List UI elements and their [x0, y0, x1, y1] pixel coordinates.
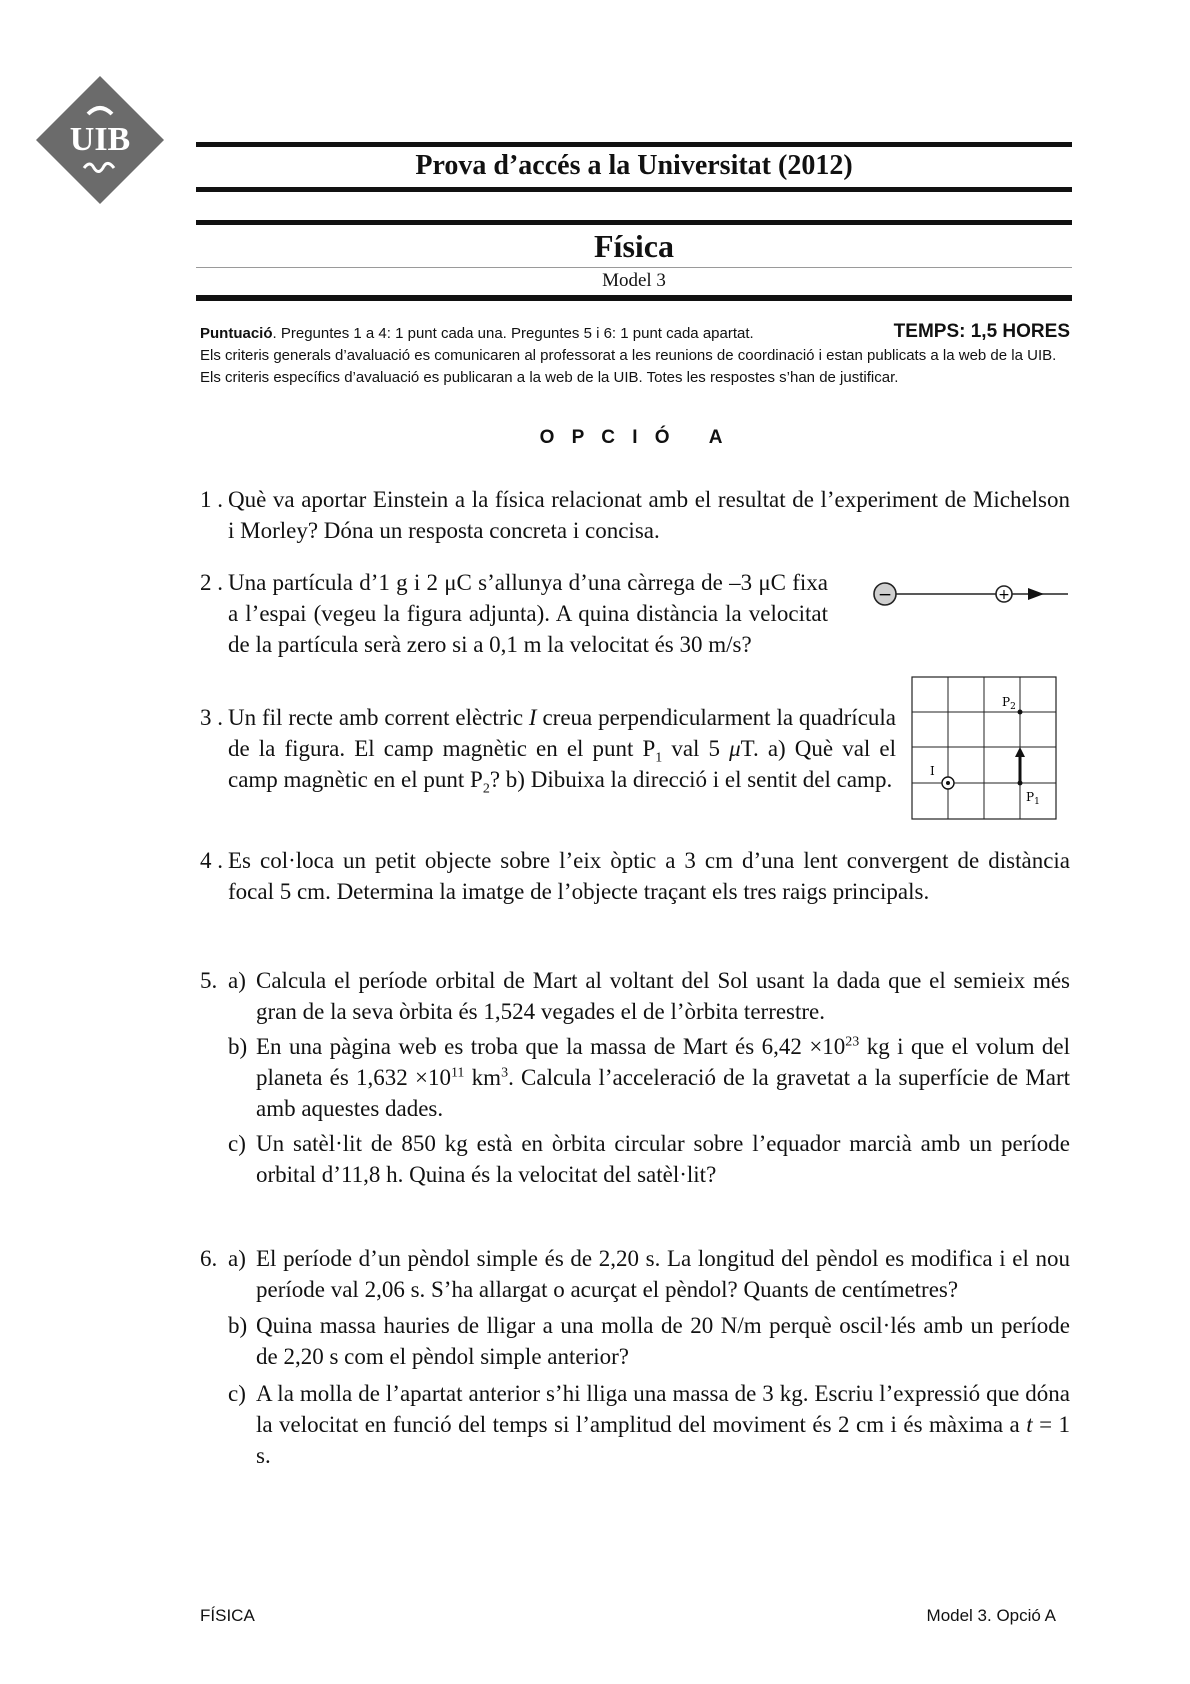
q5b-exp-3: 3	[501, 1065, 509, 1081]
q1-number: 1 .	[200, 487, 223, 512]
header-rule-bottom	[196, 295, 1072, 301]
q3-text-4: T. a) Què val el camp magnètic en el punt P	[228, 736, 896, 792]
model-label: Model 3	[602, 270, 666, 291]
q3-current-symbol: I	[528, 705, 537, 730]
q3-text-3: val 5	[662, 736, 730, 761]
grid-figure	[910, 675, 1060, 821]
subject-title: Física	[594, 228, 674, 264]
q5c-label: c)	[228, 1131, 246, 1156]
score-text: . Preguntes 1 a 4: 1 punt cada una. Preguntes 5 i 6: 1 punt cada apartat.	[272, 325, 754, 342]
q5c-text: Un satèl·lit de 850 kg està en òrbita circular sobre l’equador marcià amb un període orbital d’11,8 h. Quina és la velocitat del satèl·lit?	[256, 1131, 1070, 1187]
q5b-text	[256, 1031, 1070, 1124]
q5b-text-3: km	[464, 1065, 502, 1090]
p2-label: $P_2$	[1002, 695, 1016, 712]
q4-number: 4 .	[200, 848, 223, 873]
p1-point	[1018, 781, 1023, 786]
q6-number: 6.	[200, 1246, 218, 1271]
q5a-text: Calcula el període orbital de Mart al voltant del Sol usant la dada que el semieix més gran de la seva òrbita és 1,524 vegades el de l’òrbita terrestre.	[256, 968, 1070, 1024]
q6c-time-symbol: t	[1026, 1412, 1033, 1437]
q3-p1-sub: 1	[655, 750, 663, 766]
header-rule-2	[196, 187, 1072, 192]
q3-text-2: creua perpendicularment la quadrícula de la figura. El camp magnètic en el punt P	[228, 705, 896, 761]
header-rule-top	[196, 142, 1072, 147]
q5a-label: a)	[228, 968, 246, 993]
q3-text-1: Un fil recte amb corrent elèctric	[228, 705, 529, 730]
q6c-label: c)	[228, 1381, 246, 1406]
criteria-text: Els criteris generals d’avaluació es comunicaren al professorat a les reunions de coordinació i estan publicats a la web de la UIB. Els criteris específics d’avaluació es publicaran a la web de la UIB. Totes les respostes s’han de justificar.	[200, 347, 1057, 386]
subject-divider	[196, 267, 1072, 268]
q4-text: Es col·loca un petit objecte sobre l’eix òptic a 3 cm d’una lent convergent de distància focal 5 cm. Determina la imatge de l’objecte traçant els tres raigs principals.	[228, 848, 1070, 904]
q6c-text	[256, 1378, 1070, 1471]
p1-label: $P_1$	[1026, 790, 1040, 807]
velocity-arrow-icon	[1028, 588, 1044, 600]
q5b-text-1: En una pàgina web es troba que la massa de Mart és 6,42 ×10	[256, 1034, 846, 1059]
footer-right: Model 3. Opció A	[926, 1606, 1056, 1625]
header-rule-3	[196, 220, 1072, 225]
q5b-label: b)	[228, 1034, 248, 1059]
instructions	[200, 323, 1070, 389]
q6b-text: Quina massa hauries de lligar a una molla de 20 N/m perquè oscil·lés amb un període de 2,20 s com el pèndol simple anterior?	[256, 1313, 1070, 1369]
q5b-exp-2: 11	[450, 1065, 465, 1081]
charges-figure	[868, 576, 1074, 612]
q2-number: 2 .	[200, 570, 223, 595]
q6a-label: a)	[228, 1246, 246, 1271]
q3-text	[228, 702, 896, 795]
q3-p2-sub: 2	[482, 781, 490, 797]
q5b-text-2: kg i que el volum del planeta és 1,632 ×10	[256, 1034, 1070, 1090]
q1-text: Què va aportar Einstein a la física relacionat amb el resultat de l’experiment de Michelson i Morley? Dóna un resposta concreta i concisa.	[228, 487, 1070, 543]
q3-number: 3 .	[200, 705, 223, 730]
q6c-text-1: A la molla de l’apartat anterior s’hi lliga una massa de 3 kg. Escriu l’expressió que dóna la velocitat en funció del temps si l’amplitud del moviment és 2 cm i és màxima a	[256, 1381, 1070, 1437]
time-label: TEMPS: 1,5 HORES	[893, 321, 1070, 342]
p2-point	[1018, 710, 1023, 715]
uib-logo	[30, 70, 170, 210]
exam-title: Prova d’accés a la Universitat (2012)	[415, 150, 853, 181]
score-label: Puntuació	[200, 325, 273, 342]
positive-charge-symbol: +	[998, 587, 1010, 603]
current-label: I	[930, 764, 935, 778]
q6a-text: El període d’un pèndol simple és de 2,20 s. La longitud del pèndol es modifica i el nou període val 2,06 s. S’ha allargat o acurçat el pèndol? Quants de centímetres?	[256, 1246, 1070, 1302]
footer-left: FÍSICA	[200, 1606, 255, 1625]
q5b-exp-1: 23	[845, 1034, 860, 1050]
logo-text: UIB	[69, 121, 131, 158]
q5b-text-4: . Calcula l’acceleració de la gravetat a la superfície de Mart amb aquestes dades.	[256, 1065, 1070, 1121]
q3-text-5: ? b) Dibuixa la direcció i el sentit del camp.	[489, 767, 893, 792]
q6c-text-2: = 1 s.	[256, 1412, 1070, 1468]
q3-mu: μ	[729, 736, 741, 761]
q2-text: Una partícula d’1 g i 2 μC s’allunya d’una càrrega de –3 μC fixa a l’espai (vegeu la figura adjunta). A quina distància la velocitat de la partícula serà zero si a 0,1 m la velocitat és 30 m/s?	[228, 570, 828, 657]
q5-number: 5.	[200, 968, 218, 993]
uib-logo-diamond	[30, 70, 170, 210]
q6b-label: b)	[228, 1313, 248, 1338]
negative-charge-symbol: −	[877, 585, 893, 605]
option-title: O P C I Ó A	[539, 427, 729, 448]
